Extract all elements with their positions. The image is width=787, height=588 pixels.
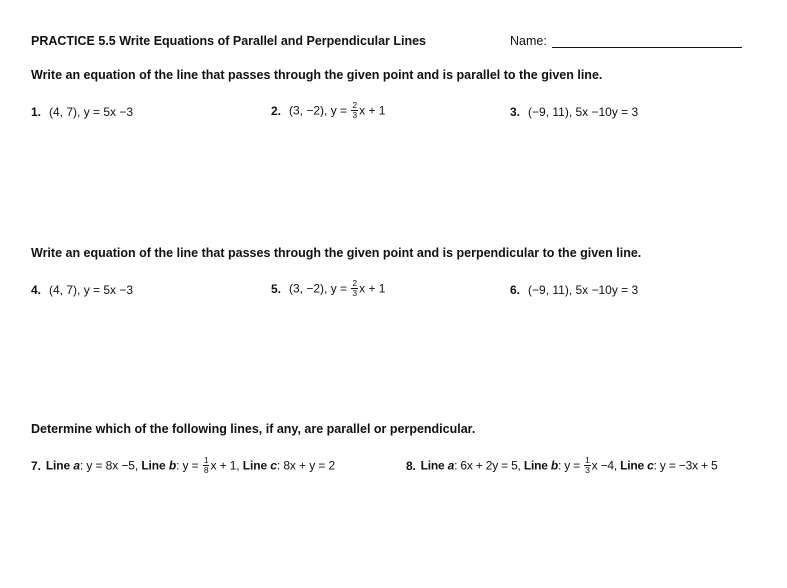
line-b-equation-tail: x −4, (591, 458, 621, 473)
problem-text: (4, 7), y = 5x −3 (49, 283, 134, 297)
problem-text: (−9, 11), 5x −10y = 3 (528, 283, 639, 297)
name-label: Name: (510, 34, 547, 48)
line-c-equation: : y = −3x + 5 (653, 458, 718, 473)
line-c-var: c (647, 458, 654, 473)
problem-text: (3, −2), y = (289, 103, 351, 118)
problem-text: (4, 7), y = 5x −3 (49, 105, 134, 119)
problem-number: 7. (31, 458, 41, 473)
line-a-equation: : 6x + 2y = 5, (454, 458, 524, 473)
fraction-numerator: 1 (585, 455, 590, 465)
problem-text: (3, −2), y = (289, 281, 351, 296)
fraction (584, 456, 591, 475)
problem-8 (406, 457, 717, 476)
line-b-equation-tail: x + 1, (210, 458, 243, 473)
perpendicular-instructions: Write an equation of the line that passes through the given point and is perpendicular to the given line. (31, 246, 642, 260)
problem-2 (271, 102, 385, 121)
line-a-var: a (73, 458, 80, 473)
line-c-label: Line (620, 458, 645, 473)
line-c-var: c (270, 458, 277, 473)
problem-5 (271, 280, 385, 299)
problem-text: (−9, 11), 5x −10y = 3 (528, 105, 639, 119)
line-b-label: Line (523, 458, 548, 473)
worksheet-title: PRACTICE 5.5 Write Equations of Parallel and Perpendicular Lines (31, 34, 427, 48)
fraction (351, 101, 358, 120)
line-c-label: Line (242, 458, 268, 473)
problem-number: 5. (271, 281, 282, 296)
fraction-numerator: 2 (352, 100, 358, 110)
problem-number: 1. (31, 105, 42, 119)
problem-number: 2. (271, 103, 282, 118)
problem-4 (31, 283, 133, 297)
fraction (203, 456, 210, 475)
name-field[interactable] (552, 47, 742, 48)
fraction-denominator: 3 (352, 110, 358, 120)
problem-number: 8. (406, 458, 416, 473)
fraction-denominator: 3 (352, 288, 358, 298)
fraction (351, 279, 358, 298)
line-a-var: a (447, 458, 455, 473)
problem-text-tail: x + 1 (359, 103, 386, 118)
problem-6 (510, 283, 638, 297)
problem-number: 6. (510, 283, 521, 297)
fraction-denominator: 3 (585, 465, 590, 475)
line-b-equation: : y = (176, 458, 202, 473)
line-a-label: Line (45, 458, 71, 473)
line-a-label: Line (420, 458, 445, 473)
fraction-numerator: 1 (203, 455, 209, 465)
line-a-equation: : y = 8x −5, (79, 458, 142, 473)
problem-text-tail: x + 1 (359, 281, 386, 296)
fraction-numerator: 2 (352, 278, 358, 288)
line-b-var: b (550, 458, 558, 473)
problem-1 (31, 105, 133, 119)
line-c-equation: : 8x + y = 2 (276, 458, 336, 473)
fraction-denominator: 8 (203, 465, 209, 475)
line-b-var: b (168, 458, 177, 473)
problem-7 (31, 457, 335, 476)
problem-3 (510, 105, 638, 119)
problem-number: 4. (31, 283, 42, 297)
problem-number: 3. (510, 105, 521, 119)
parallel-instructions: Write an equation of the line that passes through the given point and is parallel to the given line. (31, 68, 603, 82)
line-b-equation: : y = (557, 458, 584, 473)
classify-instructions: Determine which of the following lines, if any, are parallel or perpendicular. (31, 422, 476, 436)
line-b-label: Line (141, 458, 166, 473)
